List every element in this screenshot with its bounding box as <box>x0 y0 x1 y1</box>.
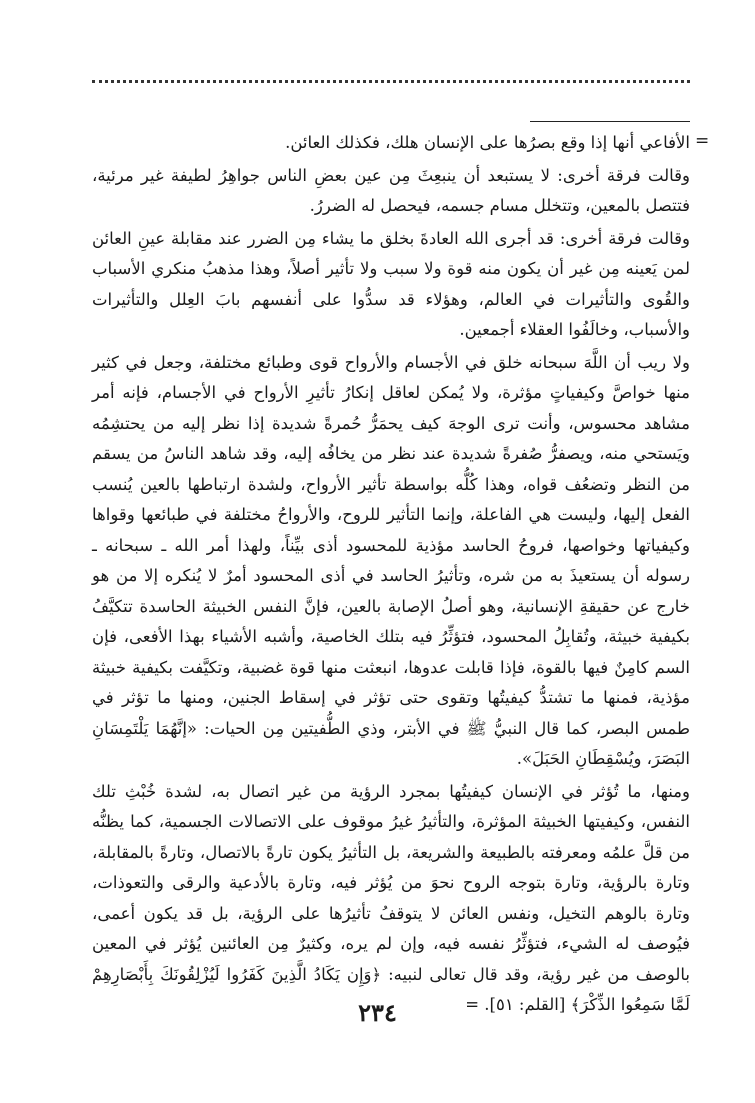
paragraph-5: ومنها، ما تُؤثر في الإنسان كيفيتُها بمجرد الرؤية من غير اتصال به، لشدة خُبْثِ تلك النفس، وكيفيتها الخبيثة المؤثرة، والتأثيرُ غيرُ موقوف على الاتصالات الجسمية، كما يظنُّه من قلَّ علمُه ومعرفته بالطبيعة والشريعة، بل التأثيرُ يكون تارةً بالاتصال، وتارةً بالمقابلة، وتارة بالرؤية، وتارة بتوجه الروح نحوَ من يُؤثر فيه، وتارة بالأدعية والرقى والتعوذات، وتارة بالوهم التخيل، ونفس العائن لا يتوقفُ تأثيرُها على الرؤية، بل قد يكون أعمى، فيُوصف له الشيء، فتؤثِّرُ نفسه فيه، وإن لم يره، وكثيرٌ مِن العائنين يُؤثر في المعين بالوصف من غير رؤية، وقد قال تعالى لنبيه: ﴿وَإِن يَكَادُ الَّذِينَ كَفَرُوا لَيُزْلِقُونَكَ بِأَبْصَارِهِمْ لَمَّا سَمِعُوا الذِّكْرَ﴾ [القلم: ٥١]. = <box>92 781 690 1014</box>
page-body <box>92 128 690 1021</box>
footnote-continuation-rule <box>530 121 690 122</box>
page-number: ٢٣٤ <box>358 998 397 1027</box>
header-dotted-rule <box>92 80 690 83</box>
paragraph-2: وقالت فرقة أخرى: لا يستبعد أن ينبعِثَ مِن عين بعضِ الناس جواهِرُ لطيفة غير مرئية، فتتصل بالمعين، وتتخلل مسام جسمه، فيحصل له الضررُ. <box>92 165 690 215</box>
paragraph-3: وقالت فرقة أخرى: قد أجرى الله العادةَ بخلق ما يشاء مِن الضرر عند مقابلة عينِ العائن لمن يَعينه مِن غير أن يكون منه قوة ولا سبب ولا تأثير أصلاً، وهذا مذهبُ منكري الأسباب والقُوى والتأثيرات في العالم، وهؤلاء قد سدُّوا على أنفسهم بابَ العِلل والتأثيرات والأسباب، وخالَفُوا العقلاء أجمعين. <box>92 228 690 339</box>
paragraph-1: الأفاعي أنها إذا وقع بصرُها على الإنسان هلك، فكذلك العائن. <box>285 133 690 152</box>
paragraph-4: ولا ريب أن اللَّهَ سبحانه خلق في الأجسام والأرواح قوى وطبائع مختلفة، وجعل في كثير منها خواصَّ وكيفياتٍ مؤثرة، ولا يُمكن لعاقل إنكارُ تأثيرِ الأرواح في الأجسام، فإنه أمر مشاهد محسوس، وأنت ترى الوجهَ كيف يحمَرُّ حُمرةً شديدة إذا نظر إليه من يحتشِمُه ويَستحي منه، ويصفرُّ صُفرةً شديدة عند نظر من يخافُه إليه، وقد شاهد الناسُ من يسقم من النظر وتضعُف قواه، وهذا كُلُّه بواسطة تأثير الأرواح، ولشدة ارتباطها بالعين يُنسب الفعل إليها، وليست هي الفاعلة، وإنما التأثير للروح، والأرواحُ مختلفة في طبائعها وقواها وكيفياتها وخواصها، فروحُ الحاسد مؤذية للمحسود أذى بيِّناً، ولهذا أمر الله ـ سبحانه ـ رسوله أن يستعيذَ به من شره، وتأثيرُ الحاسد في أذى المحسود أمرٌ لا يُنكره إلا من هو خارج عن حقيقةِ الإنسانية، وهو أصلُ الإصابة بالعين، فإنَّ النفس الخبيثة الحاسدة تتكيَّفُ بكيفية خبيثة، وتُقابِلُ المحسود، فتؤثِّرُ فيه بتلك الخاصية، وأشبه الأشياء بهذا الأفعى، فإن السم كامِنٌ فيها بالقوة، فإذا قابلت عدوها، انبعثت منها قوة غضبية، وتكيَّفت بكيفية خبيثة مؤذية، فمنها ما تشتدُّ كيفيتُها وتقوى حتى تؤثر في إسقاط الجنين، ومنها ما تؤثر في طمس البصر، كما قال النبيُّ ﷺ في الأبتر، وذي الطُّفيتين مِن الحيات: «إنَّهُمَا يَلْتَمِسَانِ البَصَرَ، ويُسْقِطَانِ الحَبَلَ». <box>92 352 690 768</box>
continuation-mark: = <box>695 131 710 151</box>
